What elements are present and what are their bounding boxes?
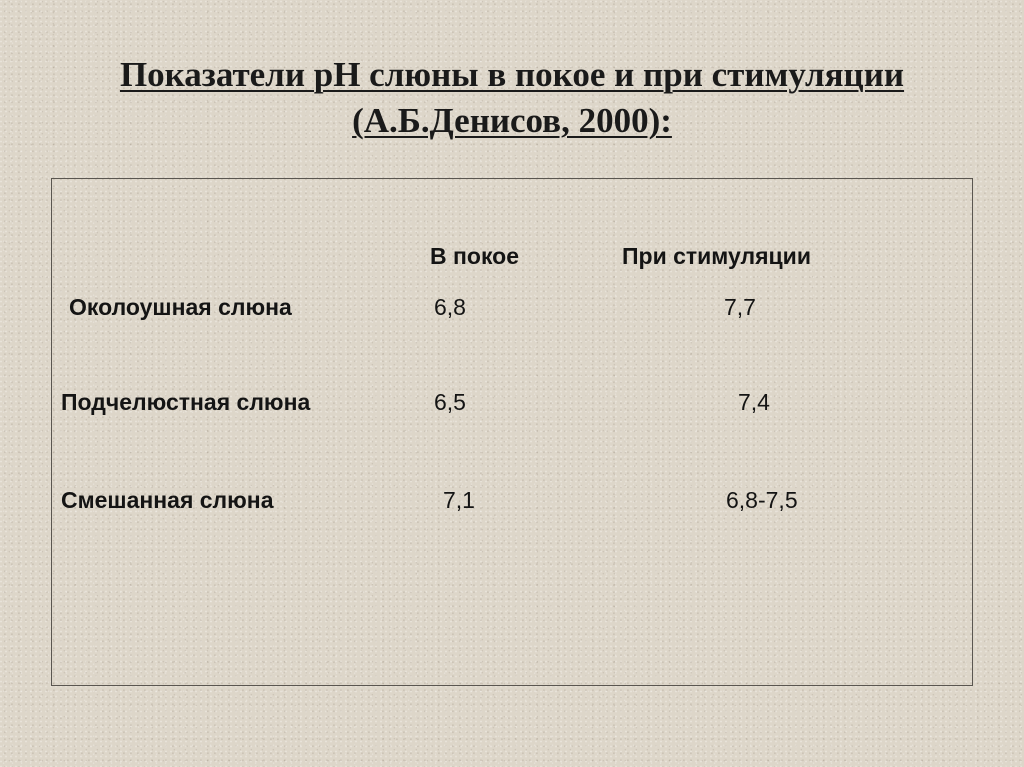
row-value-submandibular-rest: 6,5	[434, 389, 466, 415]
row-value-submandibular-stimulation: 7,4	[738, 389, 770, 415]
row-value-mixed-rest: 7,1	[443, 487, 475, 513]
row-label-mixed: Смешанная слюна	[61, 487, 274, 513]
row-value-parotid-rest: 6,8	[434, 294, 466, 320]
title-line-2: (А.Б.Денисов, 2000):	[352, 101, 672, 140]
slide-title	[0, 52, 1024, 144]
row-label-submandibular: Подчелюстная слюна	[61, 389, 311, 415]
row-value-parotid-stimulation: 7,7	[724, 294, 756, 320]
header-stimulation: При стимуляции	[622, 243, 811, 269]
row-value-mixed-stimulation: 6,8-7,5	[726, 487, 798, 513]
title-line-1: Показатели рН слюны в покое и при стимуляции	[119, 55, 905, 94]
row-label-parotid: Околоушная слюна	[69, 294, 292, 320]
ph-table	[51, 178, 973, 686]
header-rest: В покое	[430, 243, 519, 269]
